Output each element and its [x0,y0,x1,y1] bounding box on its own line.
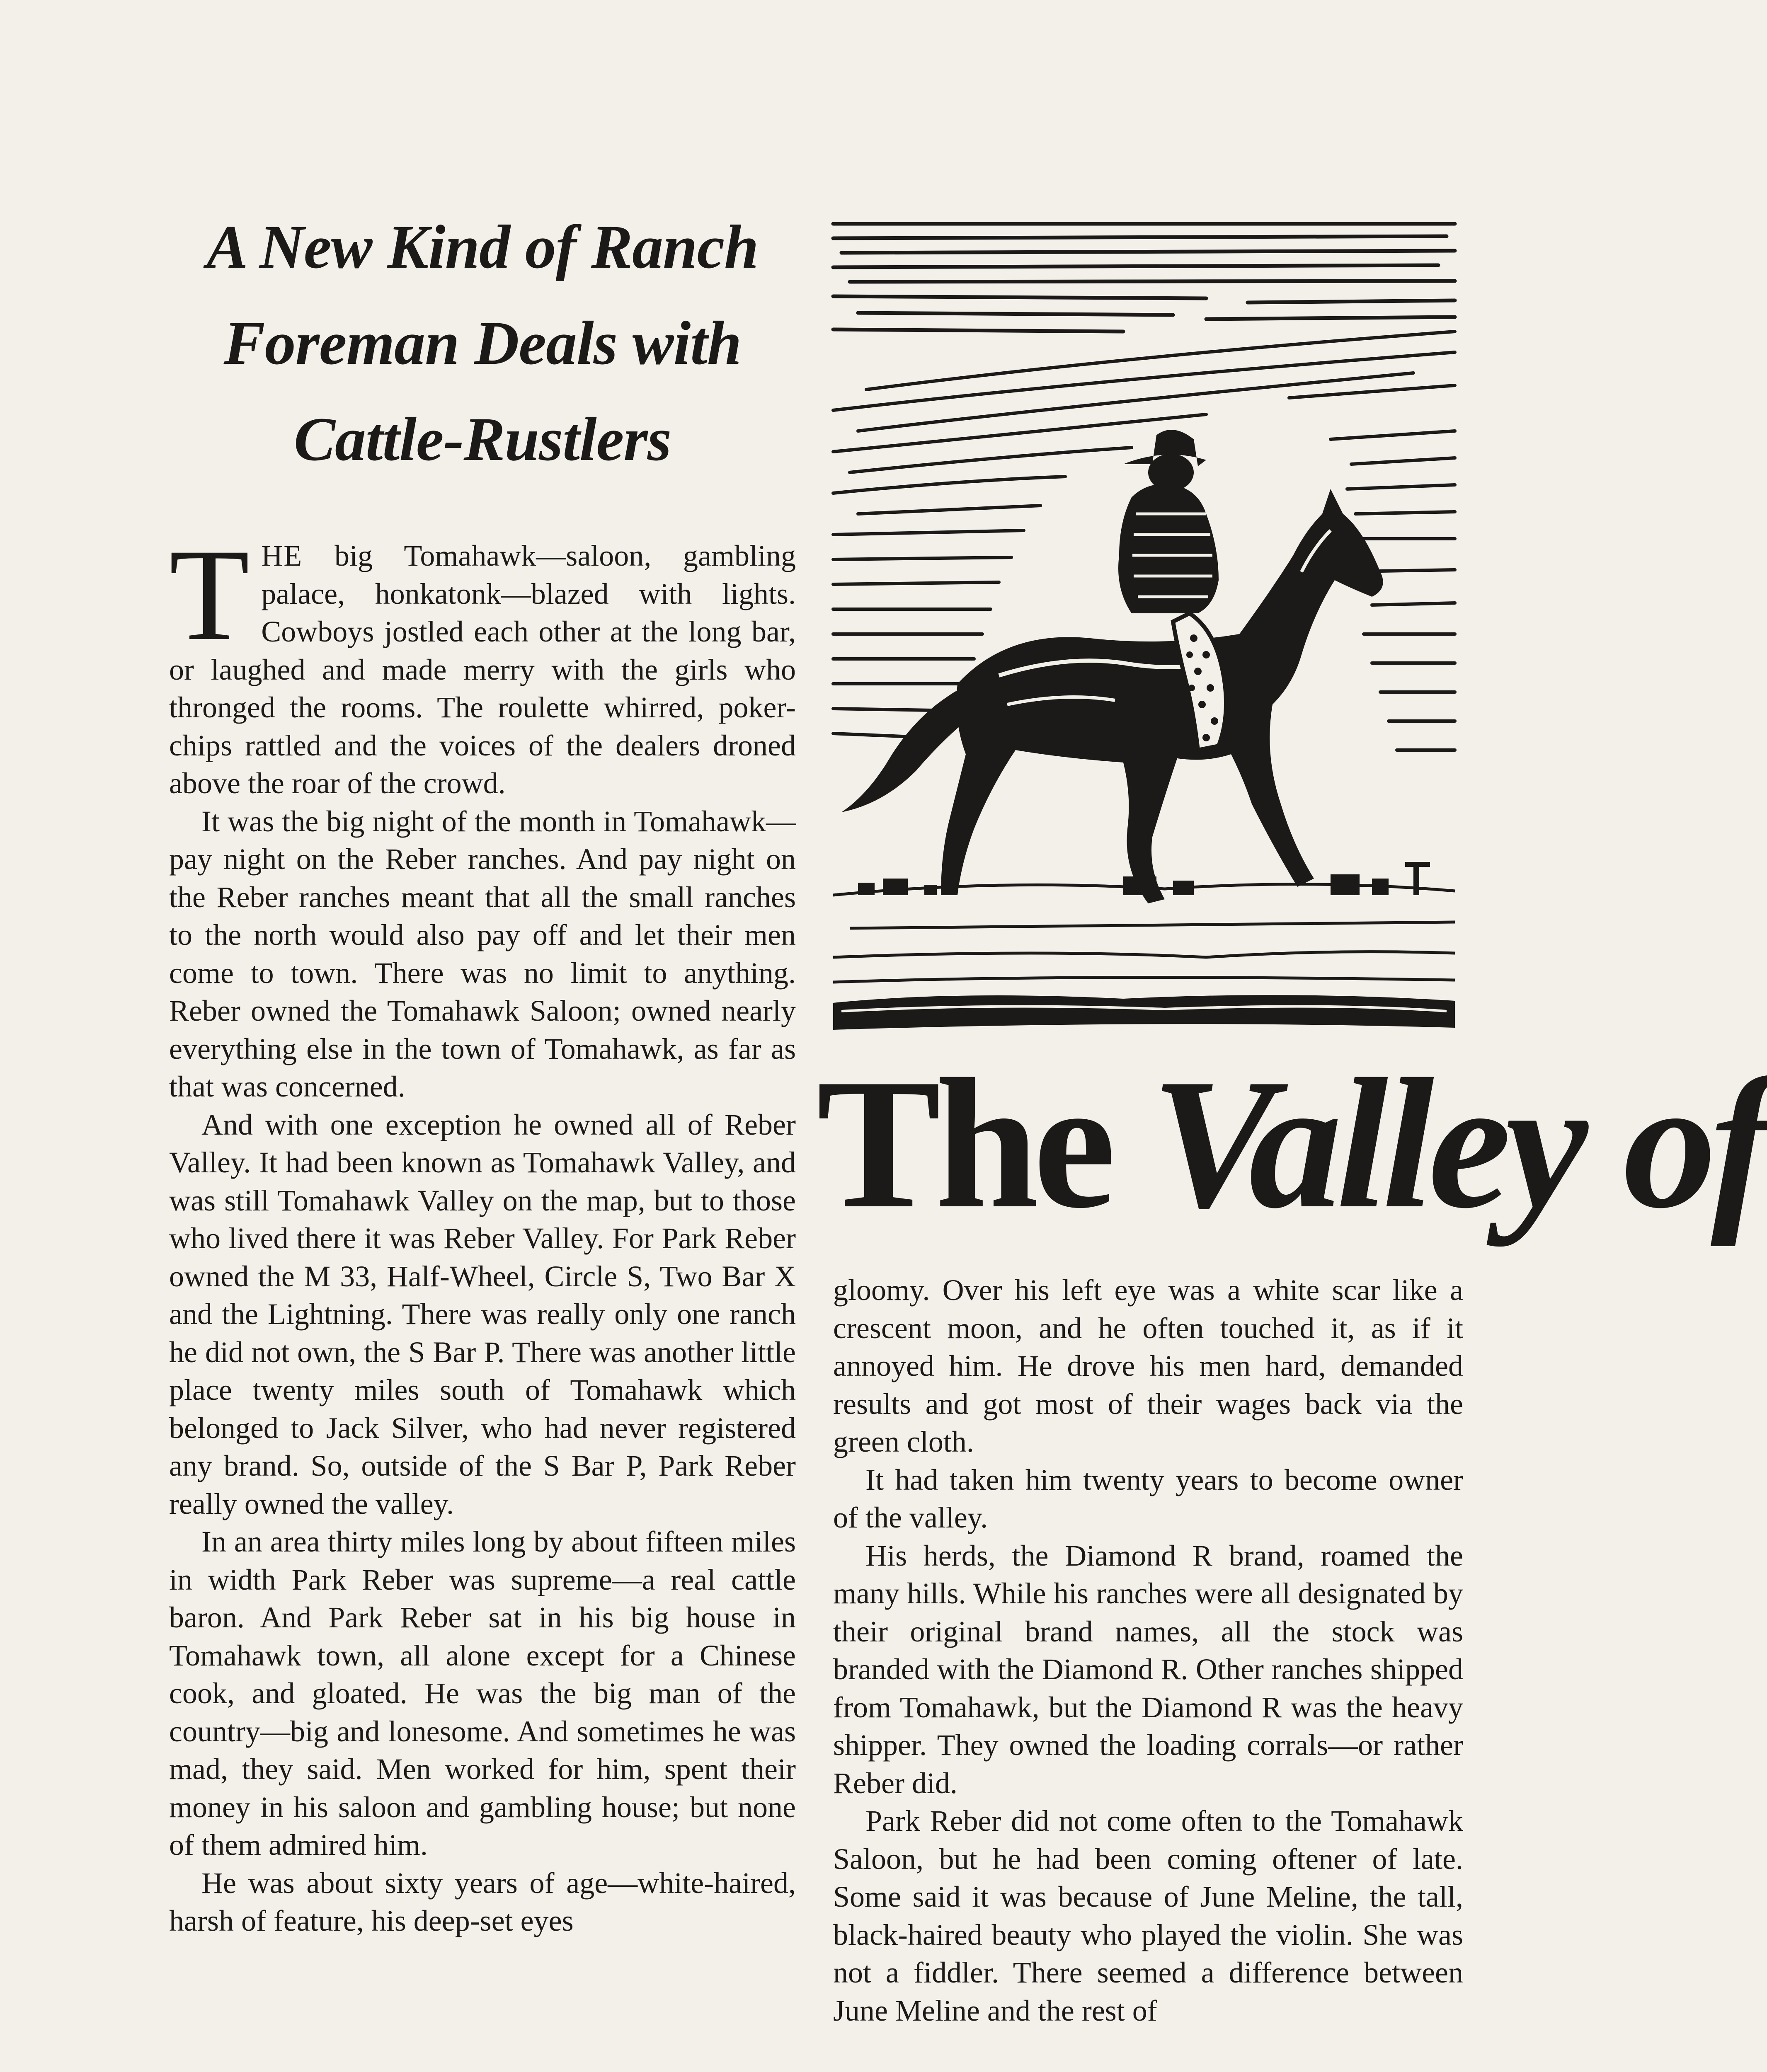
paragraph-text: big Tomahawk—saloon, gambling palace, honkatonk—blazed with lights. Cowboys jostled each other at the long bar, or laughed and made merry with the girls who thronged the rooms. The roulette whirred, poker-chips rattled and the voices of the dealers droned above the roar of the crowd. [169,539,796,800]
paragraph: gloomy. Over his left eye was a white scar like a crescent moon, and he often touched it, as if it annoyed him. He drove his men hard, demanded results and got most of their wages back via the green cloth. [833,1273,1463,1458]
right-column [833,1271,1463,2030]
story-title-the: The [817,1041,1110,1247]
cowboy-on-horse-icon [833,215,1463,1048]
paragraph: It was the big night of the month in Tomahawk—pay night on the Reber ranches. And pay night on the Reber ranches meant that all the small ranches to the north would also pay off and let their men come to town. There was no limit to anything. Reber owned the Tomahawk Saloon; owned nearly everything else in the town of Tomahawk, as far as that was concerned. [169,804,796,1103]
paragraph: Park Reber did not come often to the Tomahawk Saloon, but he had been coming oftener of late. Some said it was because of June Meline, the tall, black-haired beauty who played the violin. She was not a fiddler. There seemed a difference between June Meline and the rest of [833,1804,1463,2027]
paragraph: It had taken him twenty years to become owner of the valley. [833,1463,1463,1534]
paragraph: He was about sixty years of age—white-haired, harsh of feature, his deep-set eyes [169,1866,796,1937]
first-word-rest: HE [261,539,303,572]
left-body-text [169,522,796,1940]
drop-cap: T [169,522,250,668]
story-title [817,1041,1767,1247]
paragraph: And with one exception he owned all of Reber Valley. It had been known as Tomahawk Valley, and was still Tomahawk Valley on the map, but to those who lived there it was Reber Valley. For Park Reber owned the M 33, Half-Wheel, Circle S, Two Bar X and the Lightning. There was really only one ranch he did not own, the S Bar P. There was another little place twenty miles south of Tomahawk which belonged to Jack Silver, who had never registered any brand. So, outside of the S Bar P, Park Reber really owned the valley. [169,1108,796,1520]
paragraph: His herds, the Diamond R brand, roamed the many hills. While his ranches were all designated by their original brand names, all the stock was branded with the Diamond R. Other ranches shipped from Tomahawk, but the Diamond R was the heavy shipper. They owned the loading corrals—or rather Reber did. [833,1539,1463,1800]
opening-paragraph [169,522,796,803]
story-title-rest: Valley of [1151,1041,1767,1247]
article-headline: A New Kind of Ranch Foreman Deals with Cattle-Rustlers [206,213,759,474]
paragraph: In an area thirty miles long by about fifteen miles in width Park Reber was supreme—a real cattle baron. And Park Reber sat in his big house in Tomahawk town, all alone except for a Chinese cook, and gloated. He was the big man of the country—big and lonesome. And sometimes he was mad, they said. Men worked for him, spent their money in his saloon and gambling house; but none of them admired him. [169,1525,796,1861]
left-column [169,199,796,1940]
